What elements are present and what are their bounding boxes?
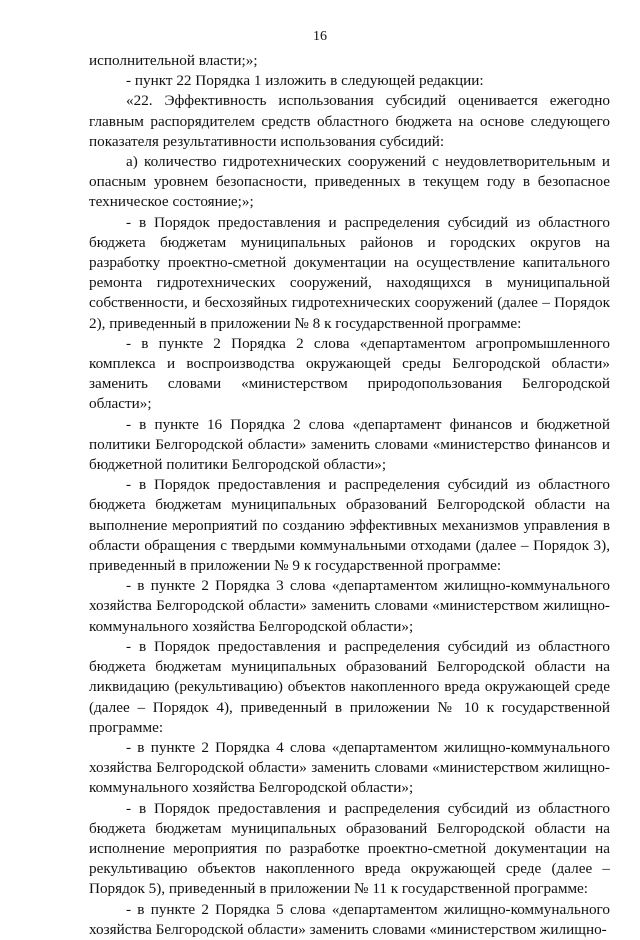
paragraph: - в пункте 2 Порядка 2 слова «департаментом агропромышленного комплекса и воспроизводства окружающей среды Белгородской области» заменить словами «министерством природопользования Белгородской области»; [89,334,610,413]
paragraph: - в пункте 2 Порядка 4 слова «департаментом жилищно-коммунального хозяйства Белгородской области» заменить словами «министерством жилищно-коммунального хозяйства Белгородской области»; [89,738,610,797]
paragraph: - в Порядок предоставления и распределения субсидий из областного бюджета бюджетам муниципальных образований Белгородской области на ликвидацию (рекультивацию) объектов накопленного вреда окружающей среде (далее – Порядок 4), приведенный в приложении № 10 к государственной программе: [89,637,610,736]
paragraph: «22. Эффективность использования субсидий оценивается ежегодно главным распорядителем средств областного бюджета на основе следующего показателя результативности использования субсидий: [89,92,610,150]
paragraph: а) количество гидротехнических сооружений с неудовлетворительным и опасным уровнем безопасности, приведенных в текущем году в безопасное техническое состояние;»; [89,153,610,211]
page-number: 16 [313,29,327,44]
paragraph: - в Порядок предоставления и распределения субсидий из областного бюджета бюджетам муниципальных районов и городских округов на разработку проектно-сметной документации на осуществление капитального ремонта гидротехнических сооружений, находящихся в муниципальной собственности, и бесхозяйных гидротехнических сооружений (далее – Порядок 2), приведенный в приложении № 8 к государственной программе: [89,213,610,332]
paragraph: - в пункте 2 Порядка 5 слова «департаментом жилищно-коммунального хозяйства Белгородской области» заменить словами «министерством жилищно- [89,900,610,938]
paragraph: - пункт 22 Порядка 1 изложить в следующей редакции: [126,72,484,90]
paragraph: - в пункте 2 Порядка 3 слова «департаментом жилищно-коммунального хозяйства Белгородской области» заменить словами «министерством жилищно-коммунального хозяйства Белгородской области»; [89,577,610,635]
paragraph: исполнительной власти;»; [89,52,258,69]
paragraph: - в Порядок предоставления и распределения субсидий из областного бюджета бюджетам муниципальных образований Белгородской области на исполнение мероприятия по разработке проектно-сметной документации на рекультивацию объектов накопленного вреда окружающей среде (далее – Порядок 5), приведенный в приложении № 11 к государственной программе: [89,799,610,898]
paragraph: - в Порядок предоставления и распределения субсидий из областного бюджета бюджетам муниципальных образований Белгородской области на выполнение мероприятий по созданию эффективных механизмов управления в области обращения с твердыми коммунальными отходами (далее – Порядок 3), приведенный в приложении № 9 к государственной программе: [89,476,610,575]
document-body [89,51,610,940]
paragraph: - в пункте 16 Порядка 2 слова «департамент финансов и бюджетной политики Белгородской области» заменить словами «министерство финансов и бюджетной политики Белгородской области»; [89,415,610,474]
